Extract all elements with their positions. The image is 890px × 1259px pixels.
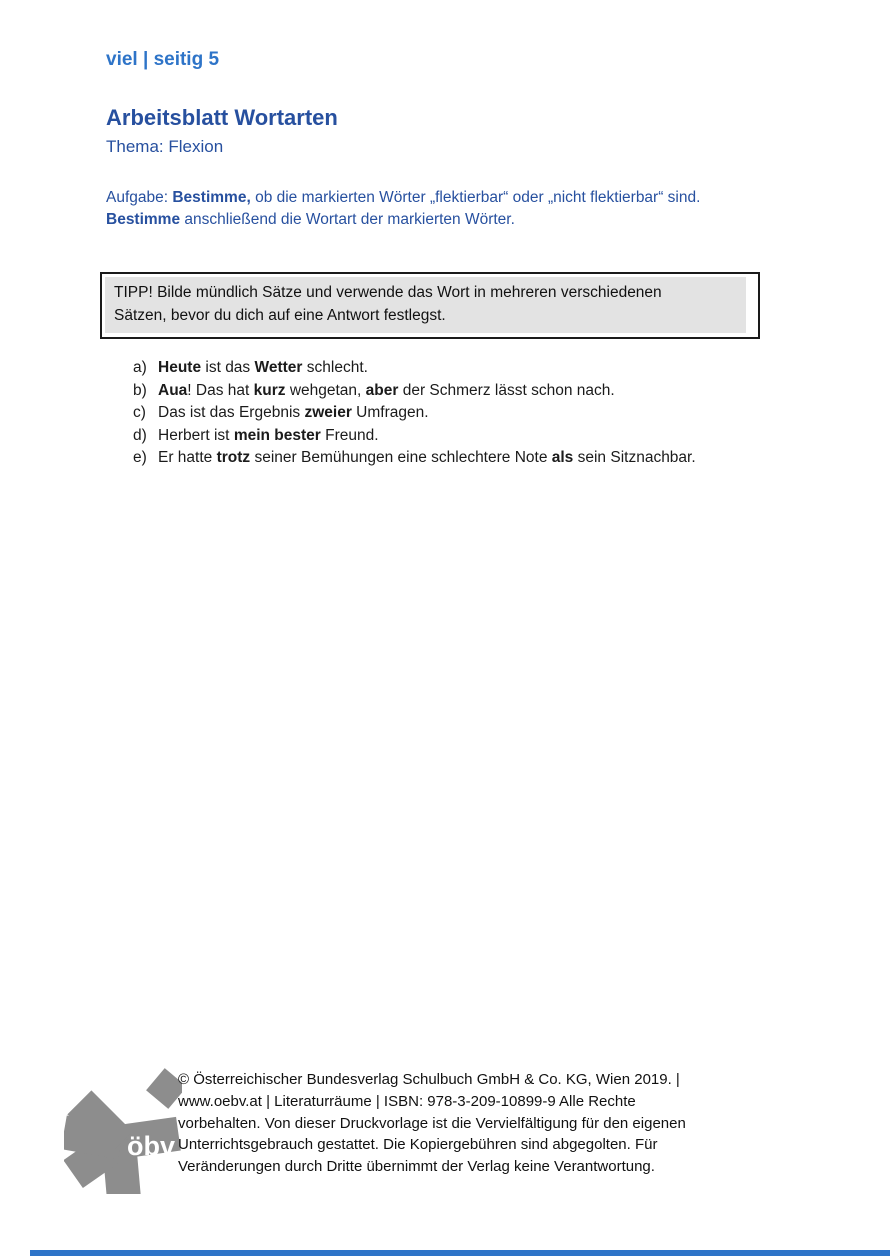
text-line: Unterrichtsgebrauch gestattet. Die Kopiergebühren sind abgegolten. Für xyxy=(178,1136,658,1154)
task-instruction xyxy=(106,187,700,231)
text-line: www.oebv.at | Literaturräume | ISBN: 978-3-209-10899-9 Alle Rechte xyxy=(178,1092,636,1110)
text-segment: der Schmerz lässt schon nach. xyxy=(398,381,615,399)
text-line: Veränderungen durch Dritte übernimmt der Verlag keine Verantwortung. xyxy=(178,1158,655,1176)
page-title: Arbeitsblatt Wortarten xyxy=(106,105,338,130)
marked-word: aber xyxy=(365,381,399,399)
tip-text xyxy=(105,277,746,333)
text-line: Sätzen, bevor du dich auf eine Antwort festlegst. xyxy=(114,307,446,324)
text-line: vorbehalten. Von dieser Druckvorlage ist die Vervielfältigung für den eigenen xyxy=(178,1114,686,1132)
marked-word: zweier xyxy=(304,404,352,422)
marked-word: Bestimme, xyxy=(172,189,251,206)
oebv-asterisk-icon xyxy=(64,1066,182,1194)
text-segment: seiner Bemühungen eine schlechtere Note xyxy=(250,449,552,467)
publisher-logo xyxy=(64,1066,182,1199)
text-segment: sein Sitznachbar. xyxy=(573,449,696,467)
text-segment: ist das xyxy=(201,359,255,376)
logo-label: öbv xyxy=(127,1131,176,1161)
series-tag: viel | seitig 5 xyxy=(106,49,220,70)
exercise-item xyxy=(133,380,696,403)
text-segment: Herbert ist xyxy=(158,426,234,444)
exercise-item xyxy=(133,402,696,425)
exercise-item-marker: d) xyxy=(133,426,147,444)
exercise-item-text xyxy=(158,380,615,403)
text-segment: Das ist das Ergebnis xyxy=(158,404,305,422)
marked-word: Bestimme xyxy=(106,211,181,228)
task-line-1 xyxy=(106,187,700,209)
text-segment: ob die markierten Wörter „flektierbar“ oder „nicht flektierbar“ sind. xyxy=(250,189,701,206)
text-segment: ! Das hat xyxy=(187,381,254,399)
page-subtitle: Thema: Flexion xyxy=(106,137,224,156)
text-line: TIPP! Bilde mündlich Sätze und verwende das Wort in mehreren verschiedenen xyxy=(114,284,662,301)
text-segment: wehgetan, xyxy=(285,381,366,399)
text-segment: Freund. xyxy=(320,426,379,444)
marked-word: trotz xyxy=(216,449,251,467)
footer-accent-bar xyxy=(30,1250,890,1256)
exercise-item xyxy=(133,357,696,380)
marked-word: kurz xyxy=(253,381,286,399)
marked-word: mein bester xyxy=(233,426,321,444)
exercise-item-marker: a) xyxy=(133,359,147,376)
text-segment: Umfragen. xyxy=(351,404,429,422)
text-segment: Er hatte xyxy=(158,449,217,467)
copyright-text xyxy=(178,1069,686,1178)
task-line-2 xyxy=(106,209,700,231)
exercise-item-marker: c) xyxy=(133,404,146,422)
marked-word: als xyxy=(551,449,574,467)
exercise-item xyxy=(133,447,696,470)
marked-word: Wetter xyxy=(254,359,303,376)
exercise-item-text xyxy=(158,425,379,448)
tip-box xyxy=(100,272,760,339)
marked-word: Heute xyxy=(158,359,202,376)
exercise-item-marker: b) xyxy=(133,381,147,399)
text-segment: schlecht. xyxy=(302,359,368,376)
exercise-item-marker: e) xyxy=(133,449,147,467)
marked-word: Aua xyxy=(158,381,188,399)
exercise-item xyxy=(133,425,696,448)
text-segment: anschließend die Wortart der markierten Wörter. xyxy=(180,211,515,228)
text-line: © Österreichischer Bundesverlag Schulbuch GmbH & Co. KG, Wien 2019. | xyxy=(178,1071,680,1088)
exercise-item-text xyxy=(158,402,429,425)
exercise-item-text xyxy=(158,447,696,470)
exercise-item-text xyxy=(158,357,368,380)
exercise-list xyxy=(133,357,696,470)
text-segment: Aufgabe: xyxy=(106,189,173,206)
